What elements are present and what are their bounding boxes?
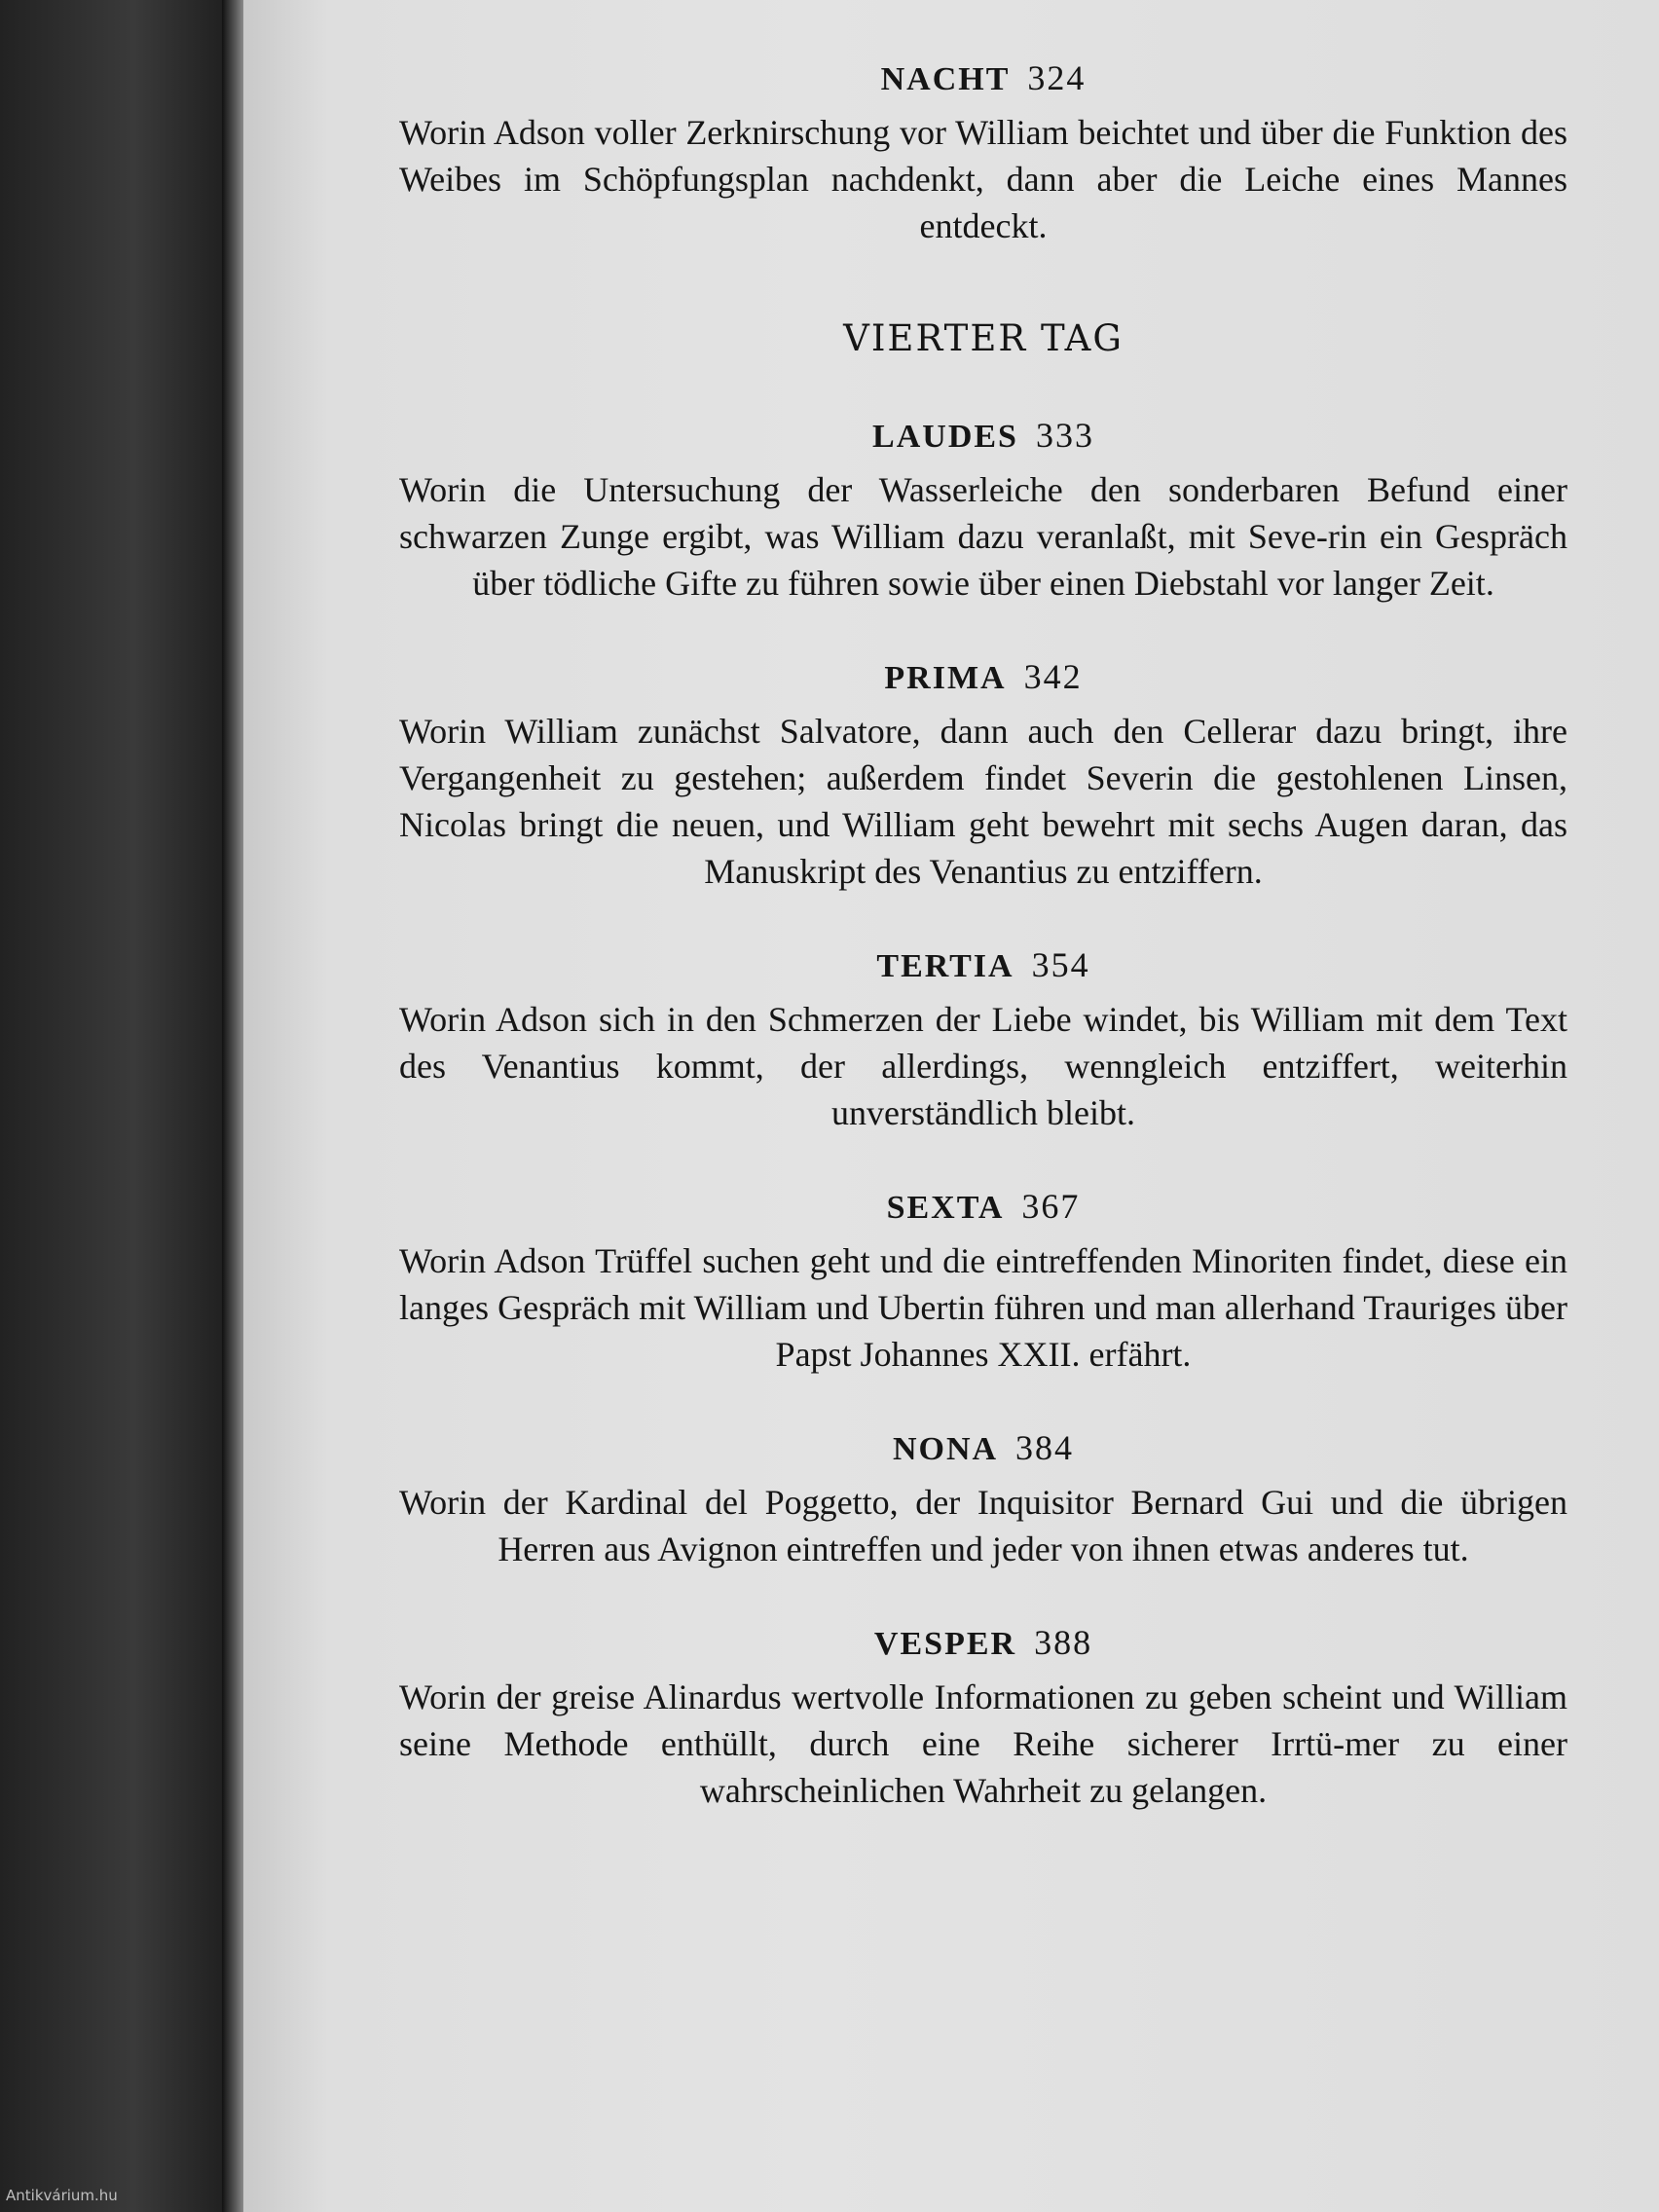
page-number: 388 (1034, 1623, 1093, 1662)
toc-entry-summary: Worin William zunächst Salvatore, dann auch den Cellerar dazu bringt, ihre Vergangenheit zu gestehen; außerdem findet Severin die gestohlenen Linsen, Nicolas bringt die neuen, und William geht bewehrt mit sechs Augen daran, das Manuskript des Venantius zu entziffern. (399, 712, 1567, 891)
page-number: 384 (1015, 1428, 1075, 1467)
toc-entry-nacht (399, 58, 1567, 249)
toc-entry-heading (399, 1428, 1567, 1467)
toc-entry-summary: Worin der greise Alinardus wertvolle Informationen zu geben scheint und William seine Methode enthüllt, durch eine Reihe sicherer Irrtü-mer zu einer wahrscheinlichen Wahrheit zu gelangen. (399, 1677, 1567, 1810)
table-of-contents (399, 58, 1567, 1864)
toc-entry-heading (399, 416, 1567, 455)
toc-entry-summary: Worin die Untersuchung der Wasserleiche den sonderbaren Befund einer schwarzen Zunge ergibt, was William dazu veranlaßt, mit Seve-rin ein Gespräch über tödliche Gifte zu führen sowie über einen Diebstahl vor langer Zeit. (399, 470, 1567, 603)
toc-entry-summary: Worin Adson Trüffel suchen geht und die eintreffenden Minoriten findet, diese ein langes Gespräch mit William und Ubertin führen und man allerhand Trauriges über Papst Johannes XXII. erfährt. (399, 1241, 1567, 1374)
canonical-hour: SEXTA (886, 1190, 1005, 1226)
toc-entry-heading (399, 1623, 1567, 1662)
toc-entry-laudes (399, 416, 1567, 607)
canonical-hour: NONA (892, 1431, 999, 1467)
page-number: 324 (1027, 58, 1087, 97)
canonical-hour: LAUDES (872, 419, 1018, 455)
page-edge-shadow (222, 0, 243, 2212)
toc-entry-prima (399, 657, 1567, 895)
background-surface (0, 0, 243, 2212)
toc-entry-heading (399, 945, 1567, 984)
toc-entry-summary: Worin Adson sich in den Schmerzen der Liebe windet, bis William mit dem Text des Venantius kommt, der allerdings, wenngleich entziffert, weiterhin unverständlich bleibt. (399, 1000, 1567, 1132)
toc-entry-heading (399, 657, 1567, 696)
book-page (243, 0, 1659, 2212)
toc-entry-vesper (399, 1623, 1567, 1814)
day-title: VIERTER TAG (843, 317, 1124, 359)
toc-entry-sexta (399, 1187, 1567, 1378)
canonical-hour: PRIMA (884, 660, 1007, 696)
page-number: 354 (1031, 945, 1090, 984)
toc-entry-heading (399, 58, 1567, 97)
canonical-hour: NACHT (880, 61, 1011, 97)
page-number: 333 (1035, 416, 1094, 455)
page-number: 367 (1021, 1187, 1081, 1226)
canonical-hour: TERTIA (876, 948, 1014, 984)
toc-entry-summary: Worin der Kardinal del Poggetto, der Inquisitor Bernard Gui und die übrigen Herren aus Avignon eintreffen und jeder von ihnen etwas anderes tut. (399, 1483, 1567, 1568)
toc-entry-nona (399, 1428, 1567, 1572)
watermark-text: Antikvárium.hu (6, 2187, 118, 2204)
canonical-hour: VESPER (873, 1626, 1017, 1662)
toc-entry-heading (399, 1187, 1567, 1226)
page-number: 342 (1023, 657, 1083, 696)
toc-entry-tertia (399, 945, 1567, 1136)
toc-entry-summary: Worin Adson voller Zerknirschung vor William beichtet und über die Funktion des Weibes im Schöpfungsplan nachdenkt, dann aber die Leiche eines Mannes entdeckt. (399, 113, 1567, 245)
